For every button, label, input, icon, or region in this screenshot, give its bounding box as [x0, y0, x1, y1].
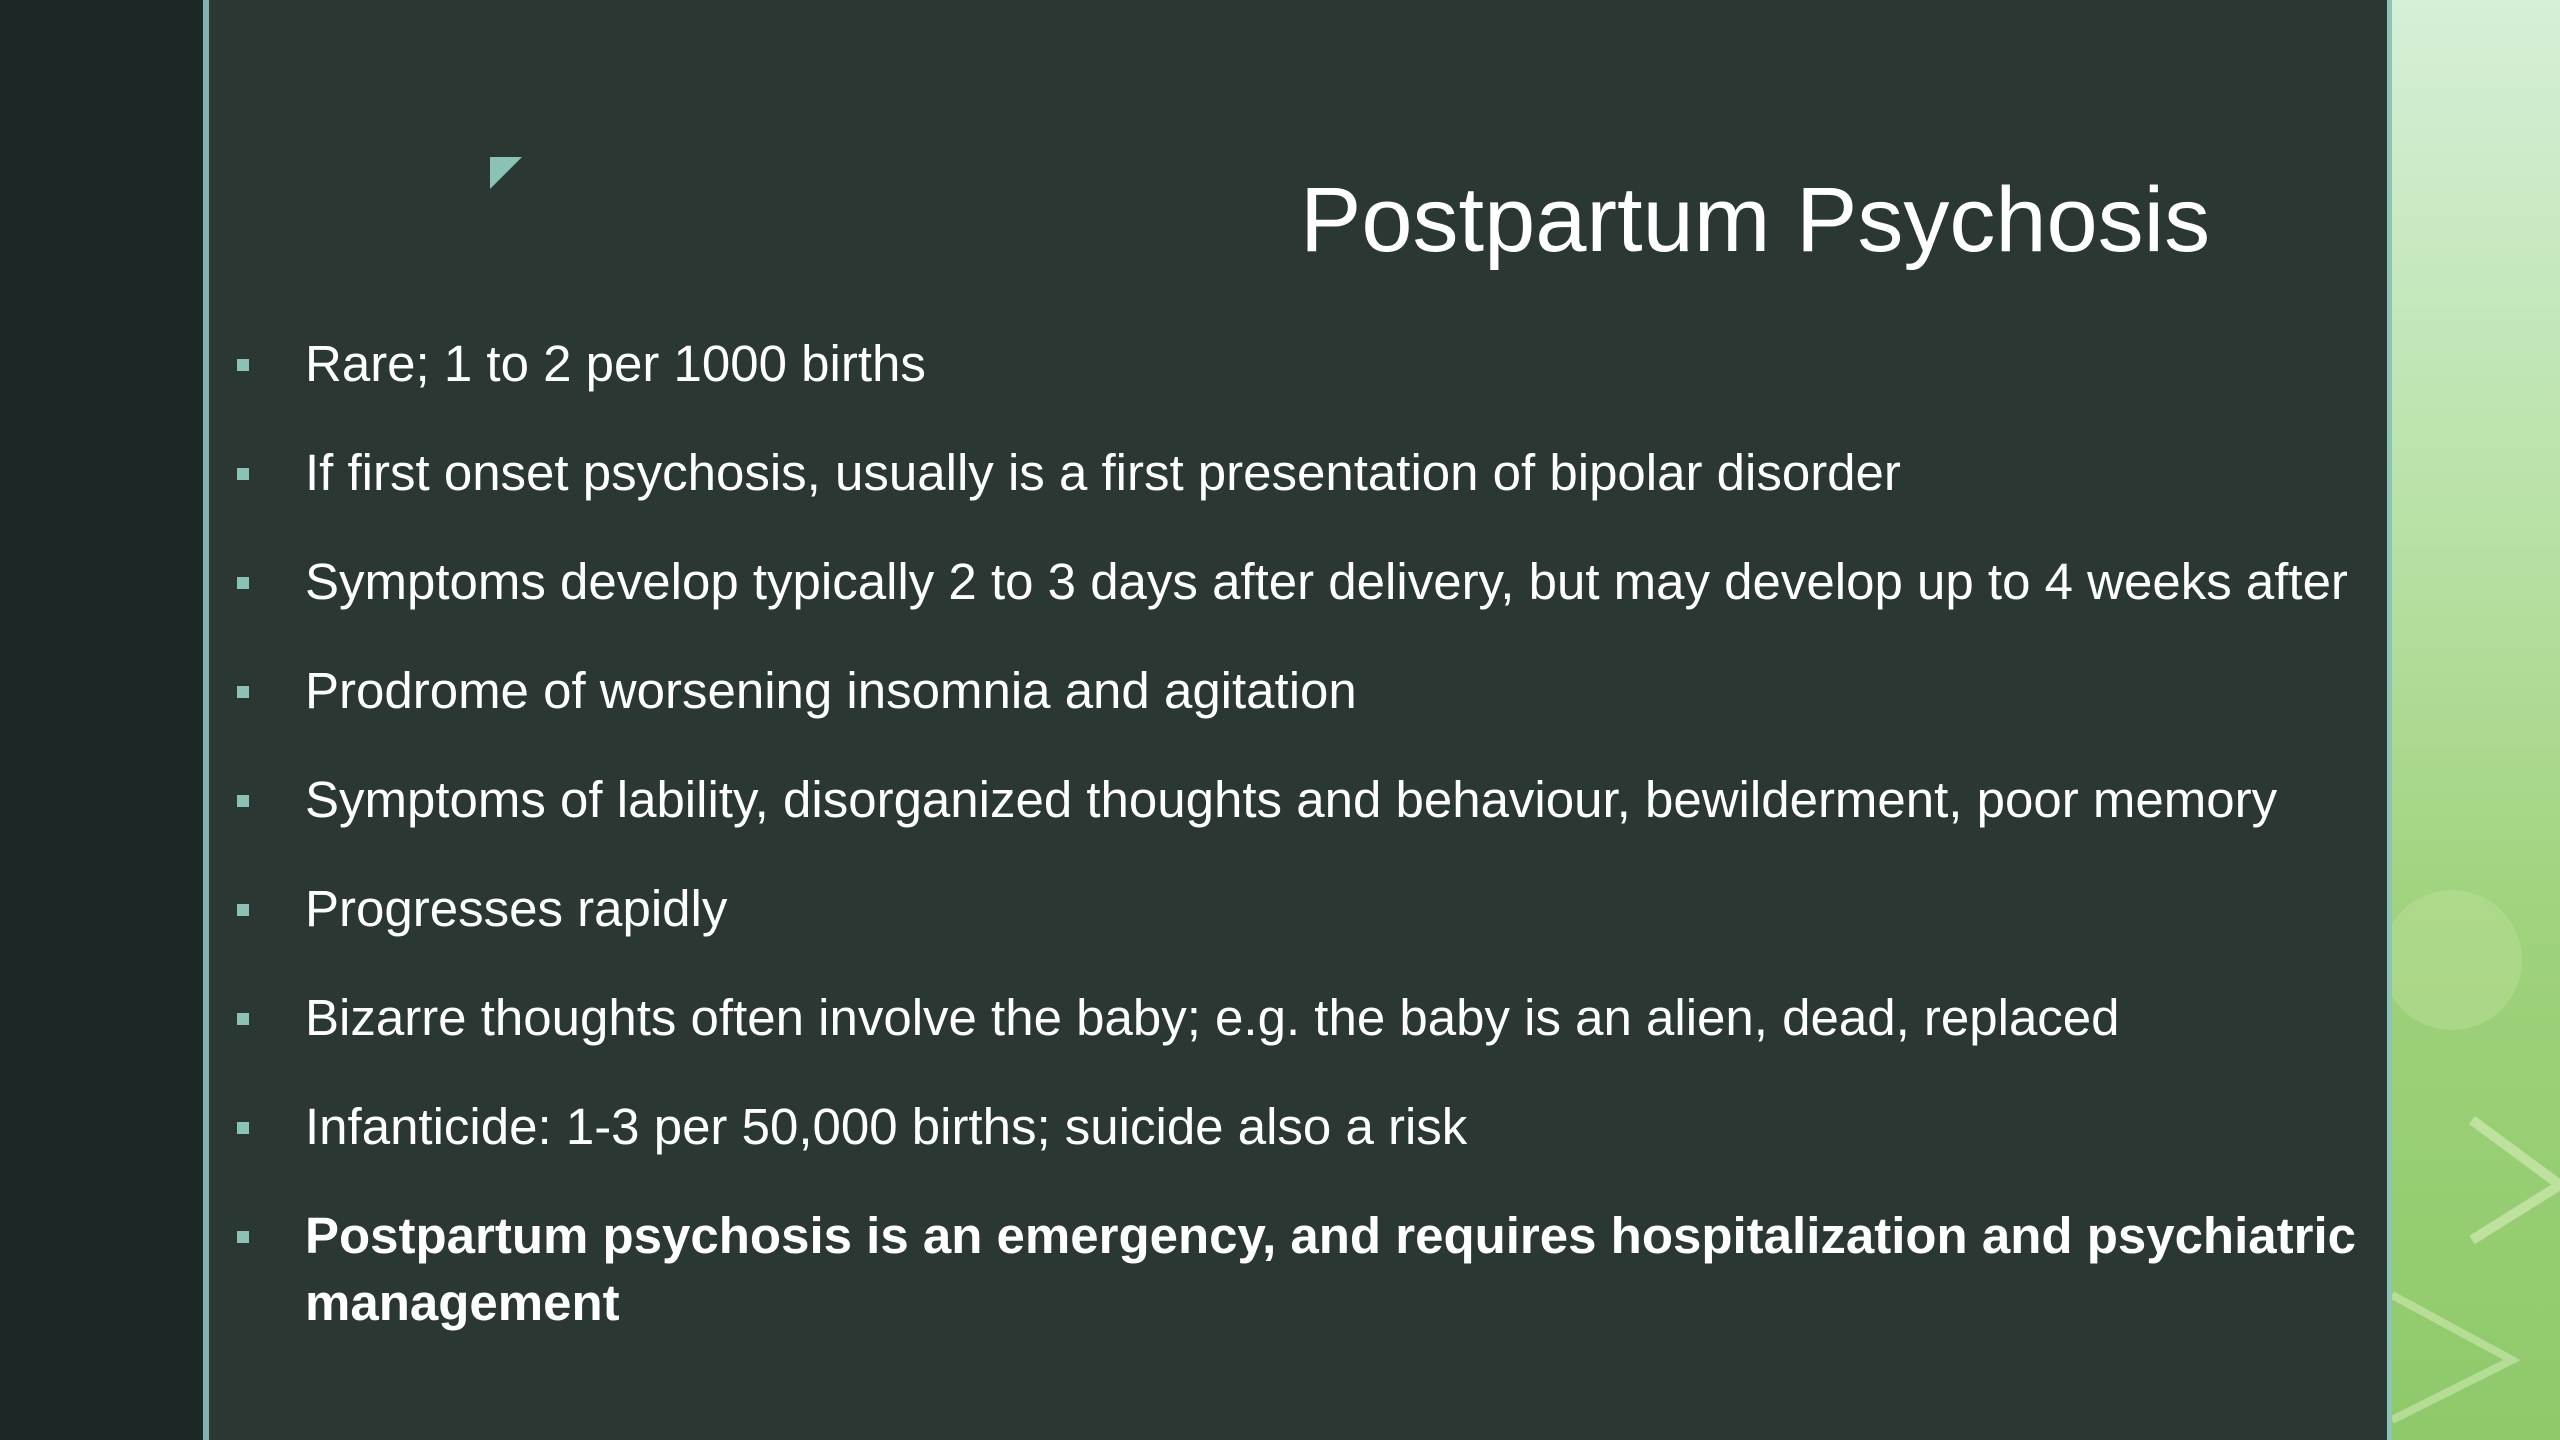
- left-band: [0, 0, 203, 1440]
- bullet-text: Progresses rapidly: [305, 880, 728, 937]
- square-bullet-icon: [237, 686, 249, 698]
- list-item: [232, 548, 2362, 615]
- square-bullet-icon: [237, 1122, 249, 1134]
- bullet-text: Symptoms of lability, disorganized thoughts and behaviour, bewilderment, poor memory: [305, 771, 2278, 828]
- bullet-text: Postpartum psychosis is an emergency, and requires hospitalization and psychiatric management: [305, 1207, 2356, 1331]
- right-decorative-panel: [2392, 0, 2560, 1440]
- square-bullet-icon: [237, 795, 249, 807]
- list-item-emphasized: [232, 1202, 2362, 1336]
- list-item: [232, 875, 2362, 942]
- bullet-text: Rare; 1 to 2 per 1000 births: [305, 335, 926, 392]
- list-item: [232, 657, 2362, 724]
- bullet-list: [232, 330, 2362, 1378]
- square-bullet-icon: [237, 468, 249, 480]
- list-item: [232, 330, 2362, 397]
- list-item: [232, 439, 2362, 506]
- square-bullet-icon: [237, 904, 249, 916]
- bullet-text: Infanticide: 1-3 per 50,000 births; suicide also a risk: [305, 1098, 1468, 1155]
- list-item: [232, 984, 2362, 1051]
- square-bullet-icon: [237, 1013, 249, 1025]
- square-bullet-icon: [237, 1231, 249, 1243]
- bullet-text: Prodrome of worsening insomnia and agitation: [305, 662, 1357, 719]
- corner-triangle-icon: [488, 155, 524, 191]
- square-bullet-icon: [237, 577, 249, 589]
- chevron-right-icon: [2392, 0, 2560, 1440]
- bullet-text: Bizarre thoughts often involve the baby; e.g. the baby is an alien, dead, replaced: [305, 989, 2120, 1046]
- square-bullet-icon: [237, 359, 249, 371]
- bullet-text: If first onset psychosis, usually is a first presentation of bipolar disorder: [305, 444, 1901, 501]
- slide-title: Postpartum Psychosis: [1300, 169, 2211, 271]
- list-item: [232, 766, 2362, 833]
- list-item: [232, 1093, 2362, 1160]
- bullet-text: Symptoms develop typically 2 to 3 days after delivery, but may develop up to 4 weeks after: [305, 553, 2348, 610]
